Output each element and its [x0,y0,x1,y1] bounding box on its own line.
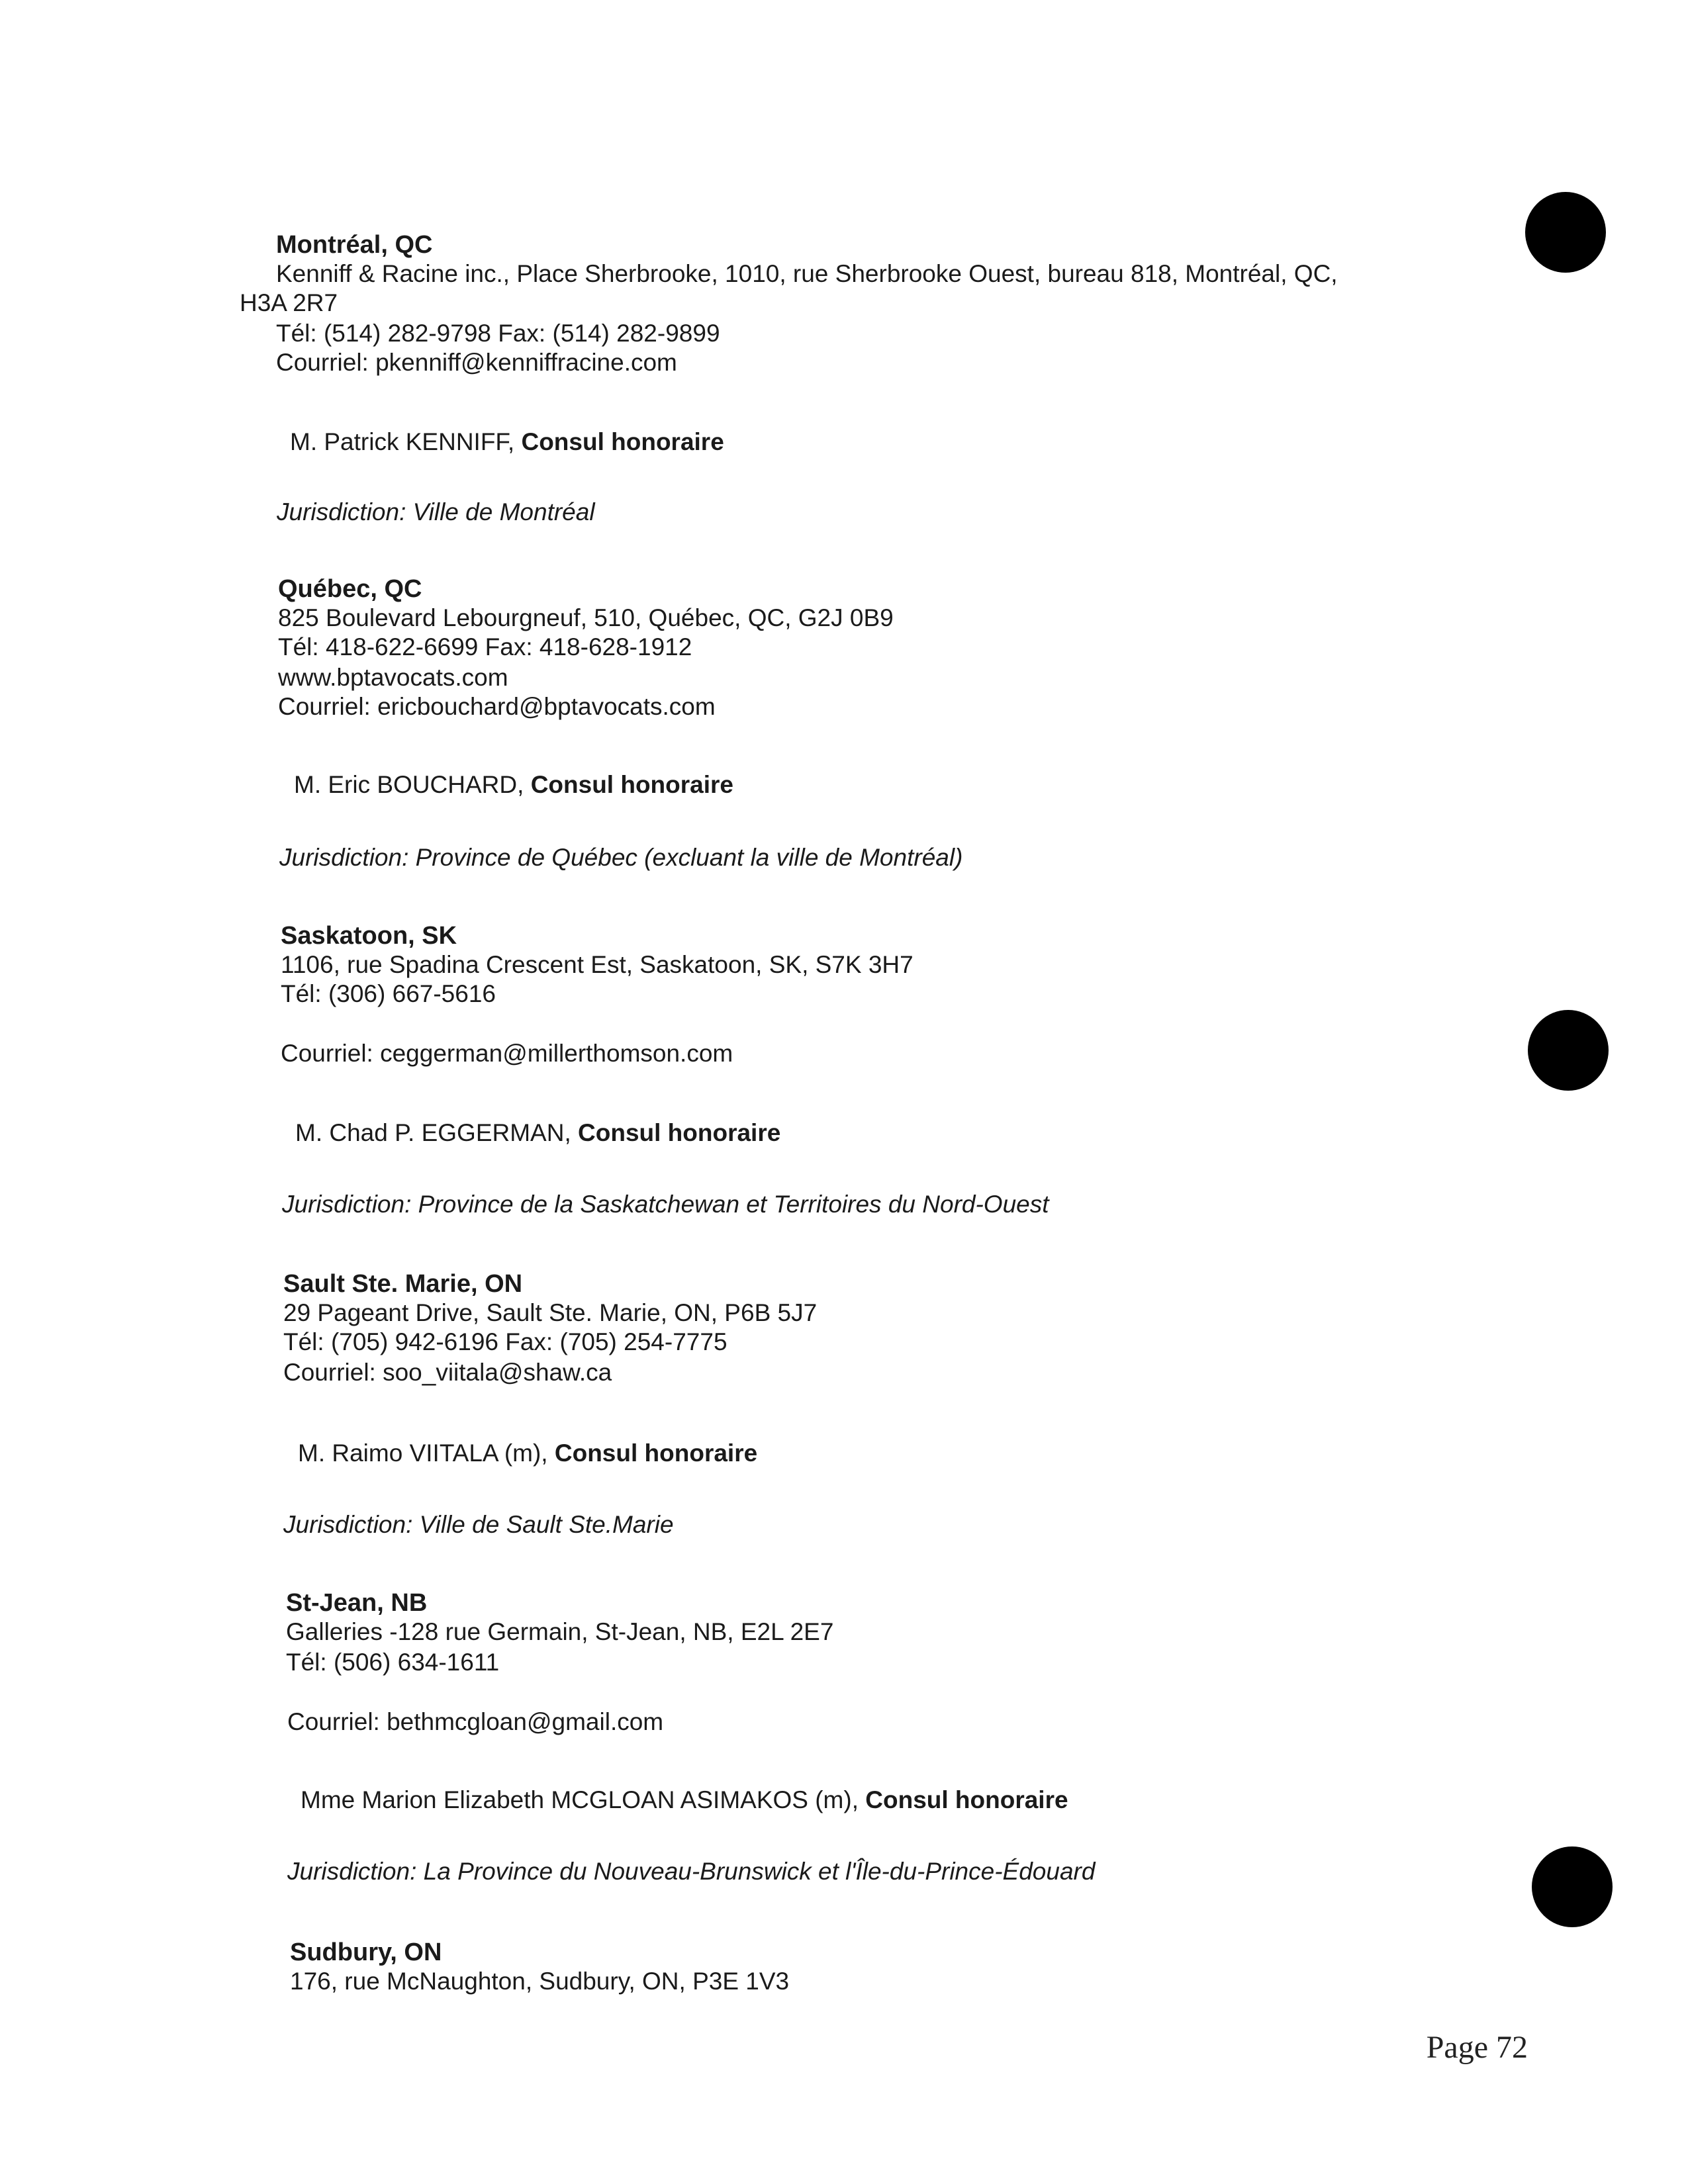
address-line: Galleries -128 rue Germain, St-Jean, NB, E2L 2E7 [286,1618,834,1645]
consul-line [294,770,733,799]
jurisdiction: Jurisdiction: Ville de Sault Ste.Marie [283,1511,674,1538]
jurisdiction: Jurisdiction: Province de la Saskatchewan et Territoires du Nord-Ouest [282,1191,1049,1218]
consul-line [301,1786,1068,1815]
consul-line [290,428,724,457]
consul-name: M. Raimo VIITALA (m), [298,1439,548,1467]
consul-line [295,1118,780,1148]
city-heading: Sault Ste. Marie, ON [283,1270,523,1298]
website: www.bptavocats.com [278,664,508,691]
punch-hole-middle [1528,1010,1609,1091]
jurisdiction: Jurisdiction: La Province du Nouveau-Brunswick et l'Île-du-Prince-Édouard [287,1858,1096,1885]
email: Courriel: soo_viitala@shaw.ca [283,1359,612,1386]
punch-hole-top [1525,192,1606,273]
consul-name: Mme Marion Elizabeth MCGLOAN ASIMAKOS (m), [301,1786,859,1813]
consul-line [298,1439,757,1468]
address-line: Kenniff & Racine inc., Place Sherbrooke, 1010, rue Sherbrooke Ouest, bureau 818, Montréal, QC, [276,260,1338,287]
address-line: H3A 2R7 [240,289,338,316]
consul-name: M. Patrick KENNIFF, [290,428,515,455]
consul-name: M. Chad P. EGGERMAN, [295,1119,571,1146]
jurisdiction: Jurisdiction: Province de Québec (excluant la ville de Montréal) [279,844,963,871]
address-line: 1106, rue Spadina Crescent Est, Saskatoon, SK, S7K 3H7 [281,951,914,978]
city-heading: Québec, QC [278,575,422,603]
consul-title: Consul honoraire [865,1786,1068,1813]
email: Courriel: ceggerman@millerthomson.com [281,1040,733,1067]
consul-title: Consul honoraire [530,771,733,798]
consul-title: Consul honoraire [554,1439,758,1467]
city-heading: Saskatoon, SK [281,922,457,950]
address-line: 29 Pageant Drive, Sault Ste. Marie, ON, P6B 5J7 [283,1299,818,1326]
address-line: 825 Boulevard Lebourgneuf, 510, Québec, QC, G2J 0B9 [278,604,894,631]
city-heading: Sudbury, ON [290,1938,442,1966]
page-number: Page 72 [1426,2030,1528,2065]
city-heading: Montréal, QC [276,231,433,259]
phone-fax: Tél: (514) 282-9798 Fax: (514) 282-9899 [276,320,720,347]
consul-title: Consul honoraire [521,428,724,455]
consul-title: Consul honoraire [578,1119,781,1146]
jurisdiction: Jurisdiction: Ville de Montréal [277,498,595,525]
phone-fax: Tél: (306) 667-5616 [281,980,496,1007]
phone-fax: Tél: (705) 942-6196 Fax: (705) 254-7775 [283,1328,727,1355]
punch-hole-bottom [1532,1846,1613,1927]
phone-fax: Tél: (506) 634-1611 [286,1649,500,1676]
email: Courriel: pkenniff@kenniffracine.com [276,349,677,376]
email: Courriel: ericbouchard@bptavocats.com [278,693,716,720]
email: Courriel: bethmcgloan@gmail.com [287,1708,664,1735]
address-line: 176, rue McNaughton, Sudbury, ON, P3E 1V3 [290,1968,790,1995]
consul-name: M. Eric BOUCHARD, [294,771,524,798]
city-heading: St-Jean, NB [286,1589,428,1617]
phone-fax: Tél: 418-622-6699 Fax: 418-628-1912 [278,633,692,660]
